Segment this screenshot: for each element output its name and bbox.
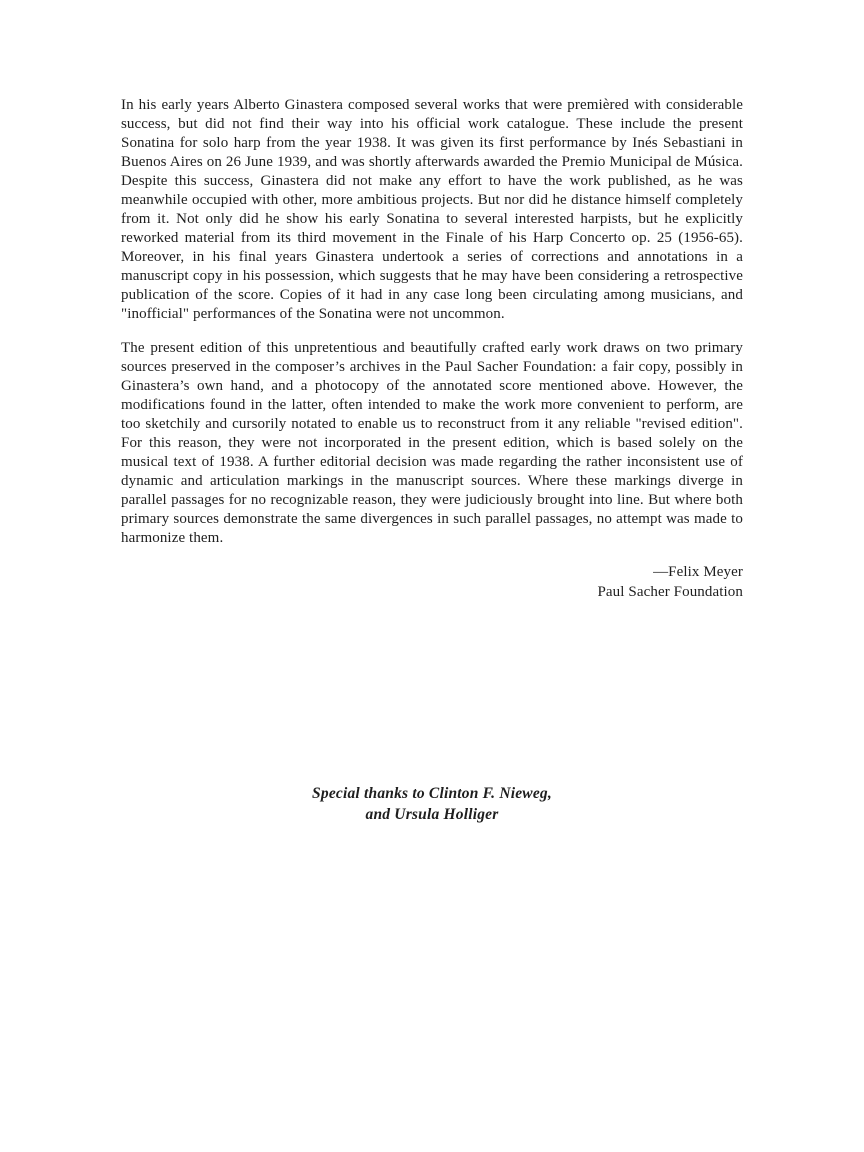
signature-author: —Felix Meyer <box>653 564 743 580</box>
signature-organization: Paul Sacher Foundation <box>597 583 743 600</box>
signature-block <box>121 563 743 602</box>
acknowledgment-block <box>0 783 864 825</box>
preface-paragraph-1: In his early years Alberto Ginastera composed several works that were premièred with considerable success, but did not find their way into his official work catalogue. These include the present Sonatina for solo harp from the year 1938. It was given its first performance by Inés Sebastiani in Buenos Aires on 26 June 1939, and was shortly afterwards awarded the Premio Municipal de Música. Despite this success, Ginastera did not make any effort to have the work published, as he was meanwhile occupied with other, more ambitious projects. But nor did he distance himself completely from it. Not only did he show his early Sonatina to several interested harpists, but he explicitly reworked material from its third movement in the Finale of his Harp Concerto op. 25 (1956-65). Moreover, in his final years Ginastera undertook a series of corrections and annotations in a manuscript copy in his possession, which suggests that he may have been considering a retrospective publication of the score. Copies of it had in any case long been circulating among musicians, and "inofficial" performances of the Sonatina were not uncommon. <box>121 97 743 322</box>
preface-text-block <box>121 96 743 602</box>
preface-paragraph-2: The present edition of this unpretentious and beautifully crafted early work draws on two primary sources preserved in the composer’s archives in the Paul Sacher Foundation: a fair copy, possibly in Ginastera’s own hand, and a photocopy of the annotated score mentioned above. However, the modifications found in the latter, often intended to make the work more convenient to perform, are too sketchily and cursorily notated to enable us to reconstruct from it any reliable "revised edition". For this reason, they were not incorporated in the present edition, which is based solely on the musical text of 1938. A further editorial decision was made regarding the rather inconsistent use of dynamic and articulation markings in the manuscript sources. Where these markings diverge in parallel passages for no recognizable reason, they were judiciously brought into line. But where both primary sources demonstrate the same divergences in such parallel passages, no attempt was made to harmonize them. <box>121 340 743 546</box>
acknowledgment-line-1: Special thanks to Clinton F. Nieweg, <box>312 785 552 802</box>
acknowledgment-line-2: and Ursula Holliger <box>365 806 499 823</box>
